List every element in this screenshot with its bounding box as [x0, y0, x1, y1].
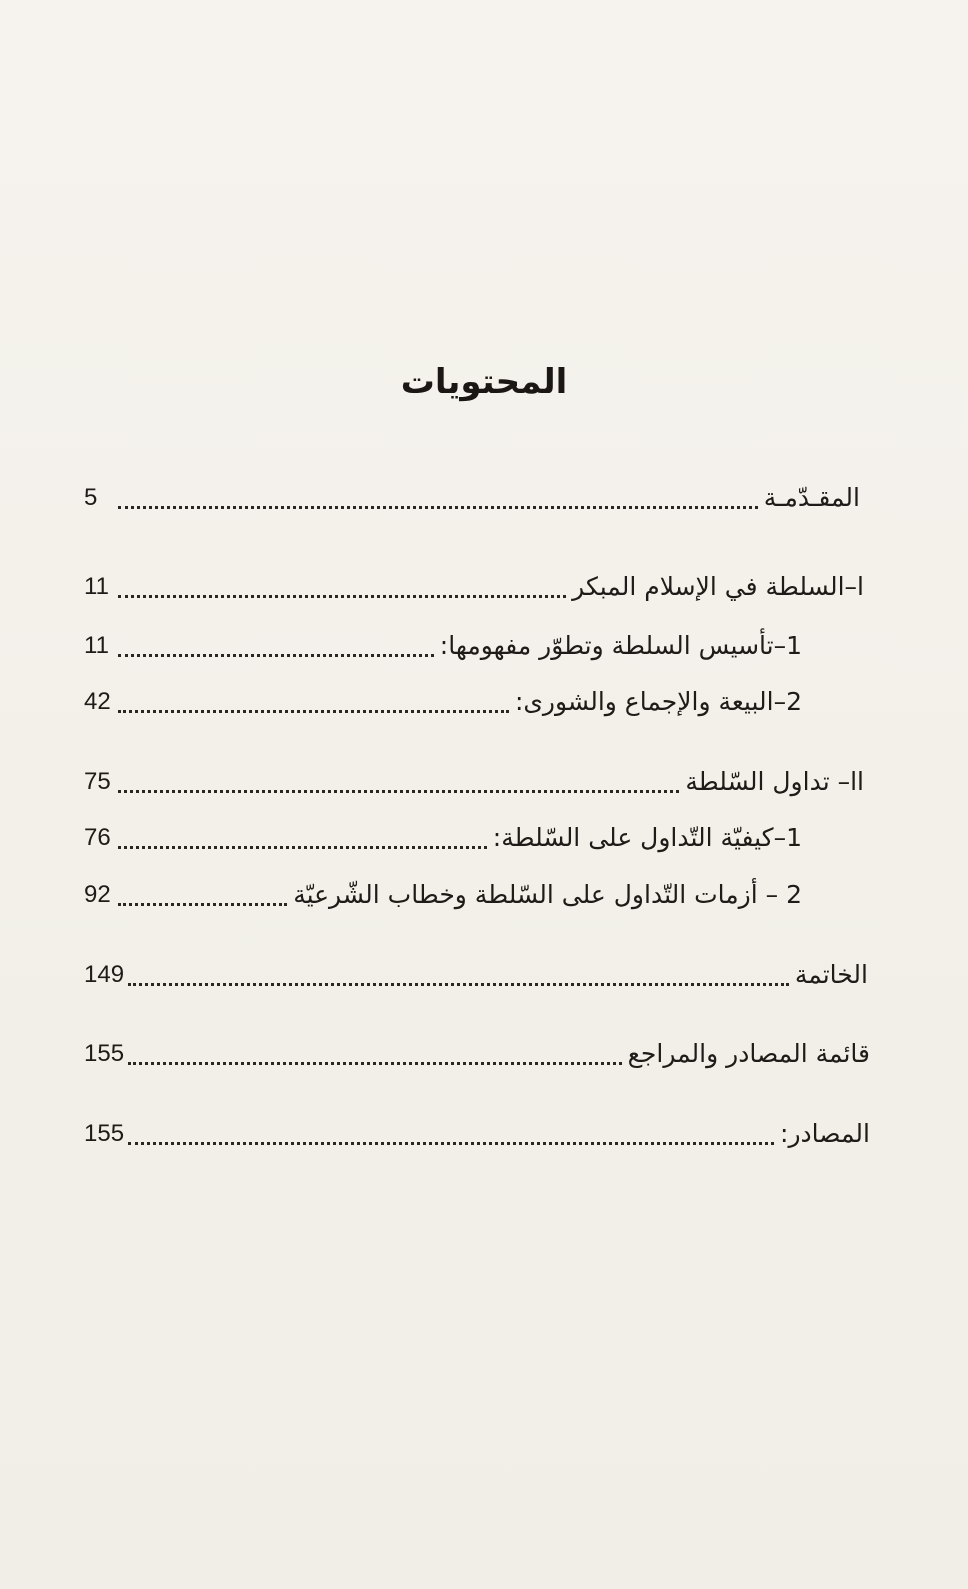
toc-entry-page: 42 — [84, 688, 111, 715]
toc-entry-label: المصادر: — [780, 1119, 870, 1148]
toc-leader-dots — [118, 846, 487, 849]
toc-entry-label: الخاتمة — [794, 960, 868, 989]
toc-entry-label: اا– تداول السّلطة — [685, 767, 864, 796]
toc-entry-page: 155 — [84, 1120, 125, 1147]
toc-entry-page: 155 — [84, 1040, 125, 1067]
toc-entry-page: 5 — [84, 484, 98, 511]
toc-entry-page: 149 — [84, 961, 125, 988]
toc-entry-chapter-1 — [84, 567, 864, 607]
toc-entry-section-1-2 — [84, 682, 802, 722]
toc-entry-label: 2–البيعة والإجماع والشورى: — [514, 687, 802, 716]
toc-entry-label: 1–تأسيس السلطة وتطوّر مفهومها: — [439, 631, 802, 660]
toc-entry-introduction — [84, 478, 860, 518]
toc-entry-section-1-1 — [84, 626, 802, 666]
toc-entry-section-2-1 — [84, 818, 802, 858]
toc-entry-label: ا–السلطة في الإسلام المبكر — [572, 572, 864, 601]
toc-entry-page: 75 — [84, 768, 111, 795]
toc-entry-page: 11 — [84, 573, 109, 600]
toc-leader-dots — [118, 790, 679, 793]
page-title: المحتويات — [400, 362, 568, 402]
toc-entry-page: 76 — [84, 824, 111, 851]
toc-entry-chapter-2 — [84, 762, 864, 802]
toc-entry-label: قائمة المصادر والمراجع — [627, 1039, 870, 1068]
toc-leader-dots — [128, 1062, 622, 1065]
toc-entry-sources — [84, 1114, 870, 1154]
toc-leader-dots — [118, 654, 434, 657]
toc-leader-dots — [118, 506, 758, 509]
toc-entry-bibliography — [84, 1034, 870, 1074]
toc-entry-page: 11 — [84, 632, 109, 659]
toc-leader-dots — [118, 903, 287, 906]
toc-leader-dots — [118, 595, 566, 598]
toc-leader-dots — [128, 1142, 774, 1145]
toc-entry-section-2-2 — [84, 875, 802, 915]
toc-entry-label: المقـدّمـة — [763, 483, 860, 512]
toc-entry-conclusion — [84, 955, 868, 995]
toc-leader-dots — [128, 983, 789, 986]
toc-entry-label: 1–كيفيّة التّداول على السّلطة: — [492, 823, 802, 852]
toc-entry-label: 2 – أزمات التّداول على السّلطة وخطاب الشّرعيّة — [293, 880, 802, 909]
toc-leader-dots — [118, 710, 509, 713]
toc-entry-page: 92 — [84, 881, 111, 908]
